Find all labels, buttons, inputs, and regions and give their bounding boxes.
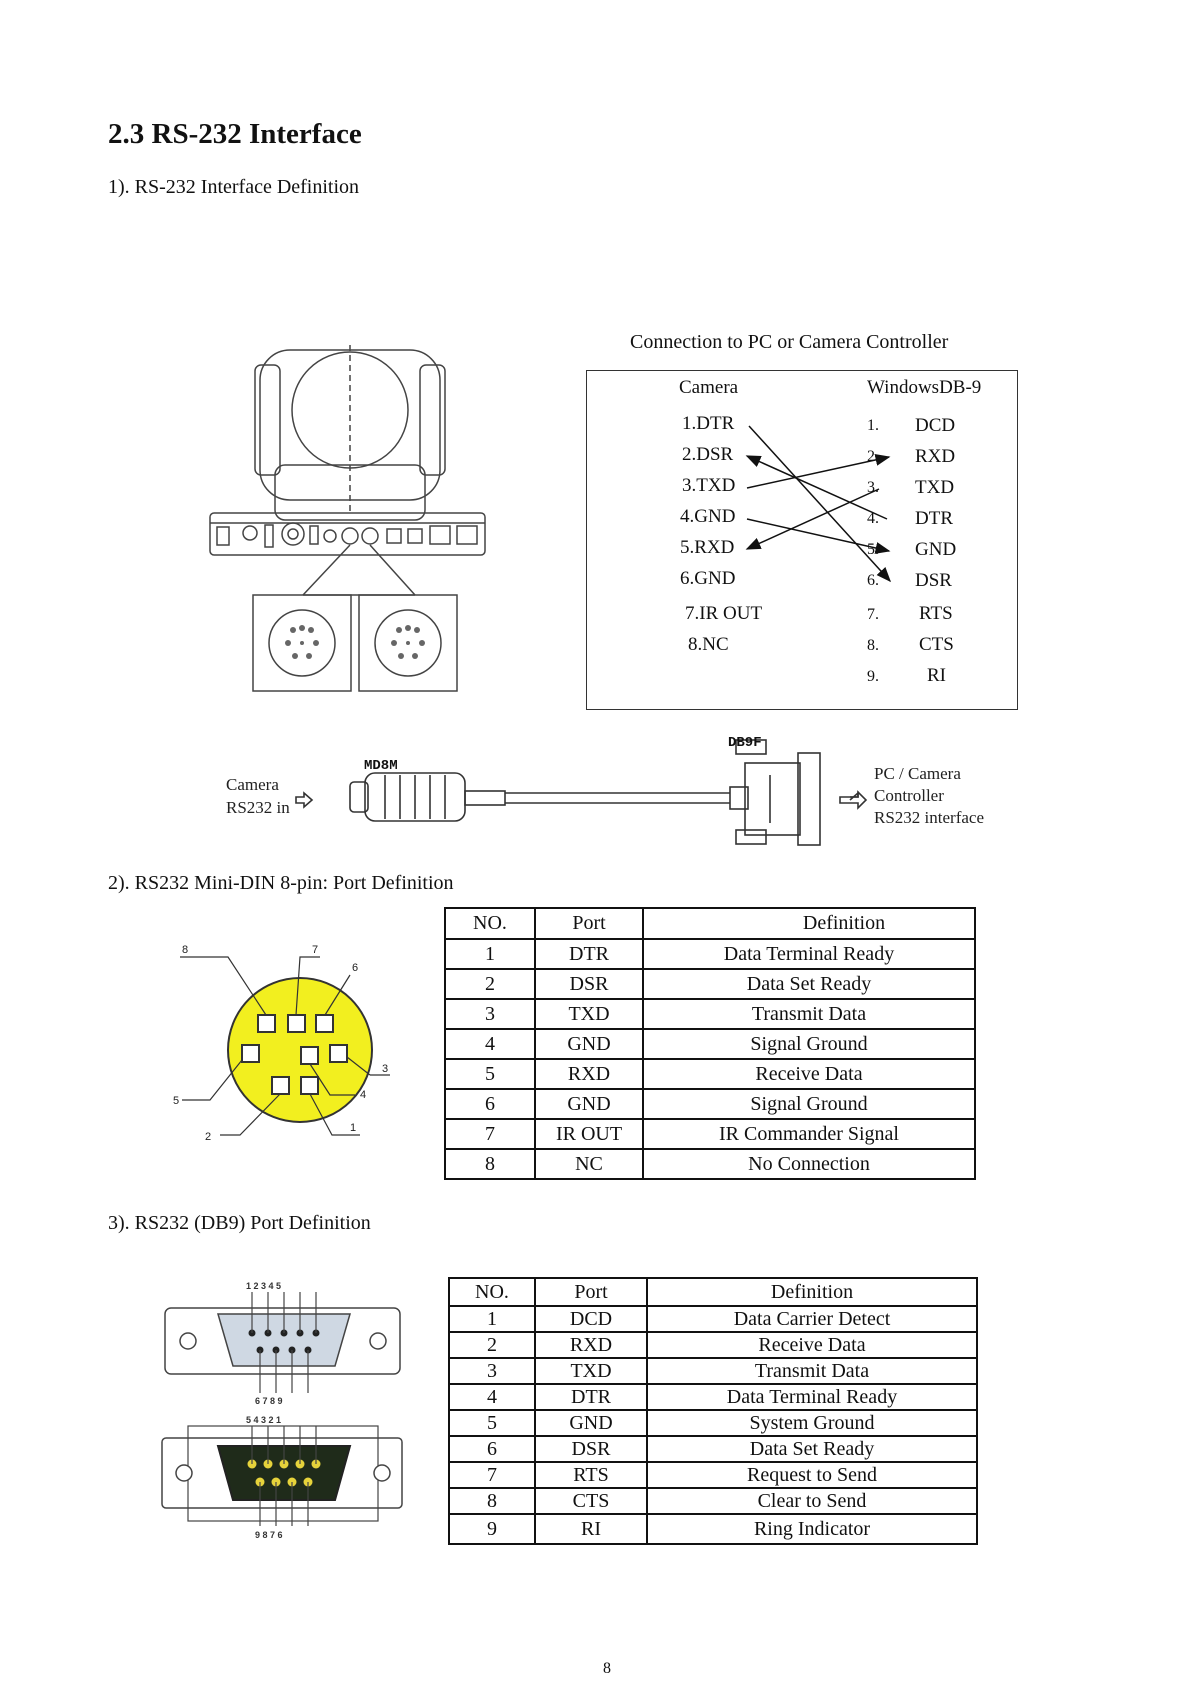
table-cell: GND	[535, 1089, 643, 1119]
table-cell: Data Carrier Detect	[647, 1306, 977, 1332]
camera-label: Camera	[226, 775, 279, 794]
arrow-right-icon	[840, 792, 866, 808]
pin-8	[258, 1015, 275, 1032]
table-cell: TXD	[535, 1358, 647, 1384]
rs232-in-label: RS232 in	[226, 798, 290, 817]
rs232-interface-label: RS232 interface	[874, 808, 984, 827]
table-cell: 2	[445, 969, 535, 999]
pin-1	[301, 1077, 318, 1094]
table-cell: RI	[535, 1514, 647, 1544]
table-cell: DSR	[535, 1436, 647, 1462]
mini-din-port-table	[444, 907, 976, 1180]
table-cell: Request to Send	[647, 1462, 977, 1488]
camera-column-header: Camera	[679, 377, 739, 398]
db9-pin-name: GND	[915, 539, 957, 560]
table-row	[449, 1462, 977, 1488]
table-cell: Ring Indicator	[647, 1514, 977, 1544]
camera-pin: 5.RXD	[680, 537, 735, 558]
table-cell: DSR	[535, 969, 643, 999]
table-row	[445, 1089, 975, 1119]
controller-label: Controller	[874, 786, 944, 805]
wire-txd-to-camera-rxd	[747, 489, 879, 549]
db9-pin-number: 5.	[867, 541, 879, 558]
md8m-label: MD8M	[364, 758, 398, 774]
table-cell: 3	[445, 999, 535, 1029]
pin-2	[272, 1077, 289, 1094]
camera-pin: 8.NC	[688, 634, 729, 655]
table-cell: 6	[449, 1436, 535, 1462]
pin-3	[330, 1045, 347, 1062]
mini-din-pinout-diagram	[170, 935, 430, 1175]
db9-pin-number: 1.	[867, 417, 879, 434]
db9-pin-name: DCD	[915, 415, 956, 436]
table-cell: Transmit Data	[643, 999, 975, 1029]
table-cell: 9	[449, 1514, 535, 1544]
db9-pin-name: RTS	[919, 603, 953, 624]
table-row	[445, 999, 975, 1029]
table-row	[449, 1436, 977, 1462]
table-cell: GND	[535, 1029, 643, 1059]
wire-dtr-to-dsr	[749, 426, 890, 581]
table-row	[445, 939, 975, 969]
db9-connectors-diagram	[160, 1278, 410, 1553]
pin-5	[242, 1045, 259, 1062]
db9-pin-name: CTS	[919, 634, 954, 655]
pin-callout: 3	[382, 1063, 389, 1075]
pin-callout: 7	[312, 944, 319, 956]
db9-pin-name: DTR	[915, 508, 953, 529]
table-cell: Transmit Data	[647, 1358, 977, 1384]
db9-female-bottom-numbers: 6 7 8 9	[255, 1396, 283, 1406]
table-cell: No Connection	[643, 1149, 975, 1179]
db9-pin-name: RXD	[915, 446, 956, 467]
table-cell: Data Set Ready	[647, 1436, 977, 1462]
table-cell: 4	[445, 1029, 535, 1059]
table-cell: TXD	[535, 999, 643, 1029]
table-row	[449, 1358, 977, 1384]
table-cell: NC	[535, 1149, 643, 1179]
table-cell: RTS	[535, 1462, 647, 1488]
table-row	[449, 1306, 977, 1332]
table-cell: DTR	[535, 1384, 647, 1410]
table-row	[445, 1149, 975, 1179]
column-header: Port	[535, 1278, 647, 1306]
column-header: Port	[535, 908, 643, 939]
connection-title: Connection to PC or Camera Controller	[630, 331, 949, 353]
db9f-label: DB9F	[728, 735, 762, 751]
pin-7	[288, 1015, 305, 1032]
db9-pin-number: 3.	[867, 479, 879, 496]
table-cell: Data Terminal Ready	[643, 939, 975, 969]
mini-din-port-b	[362, 528, 378, 544]
table-cell: Signal Ground	[643, 1089, 975, 1119]
wire-dtr-to-dsr-back	[747, 456, 887, 519]
column-header: Definition	[647, 1278, 977, 1306]
db9-pin-number: 6.	[867, 572, 879, 589]
table-cell: 5	[445, 1059, 535, 1089]
table-cell: 3	[449, 1358, 535, 1384]
table-cell: System Ground	[647, 1410, 977, 1436]
table-cell: Data Set Ready	[643, 969, 975, 999]
pin-6	[316, 1015, 333, 1032]
camera-pin: 7.IR OUT	[685, 603, 763, 624]
table-cell: GND	[535, 1410, 647, 1436]
db9-male-top-numbers: 5 4 3 2 1	[246, 1415, 282, 1425]
column-header: NO.	[449, 1278, 535, 1306]
column-header: Definition	[643, 908, 975, 939]
db9-pin-name: TXD	[915, 477, 955, 498]
table-cell: 7	[445, 1119, 535, 1149]
table-cell: Clear to Send	[647, 1488, 977, 1514]
camera-pin: 3.TXD	[682, 475, 736, 496]
db9-pin-number: 4.	[867, 510, 879, 527]
table-cell: Signal Ground	[643, 1029, 975, 1059]
db9-column-header: WindowsDB-9	[867, 377, 982, 398]
table-cell: 1	[445, 939, 535, 969]
table-row	[449, 1488, 977, 1514]
connection-diagram	[586, 370, 1018, 710]
db9-pin-number: 8.	[867, 637, 879, 654]
db9-pin-number: 2.	[867, 448, 879, 465]
table-cell: 4	[449, 1384, 535, 1410]
pin-callout: 1	[350, 1122, 357, 1134]
table-row	[449, 1384, 977, 1410]
table-row	[449, 1332, 977, 1358]
table-cell: DCD	[535, 1306, 647, 1332]
db9-pin-name: RI	[927, 665, 946, 686]
subsection-2-title: 2). RS232 Mini-DIN 8-pin: Port Definition	[108, 872, 454, 894]
table-row	[445, 1059, 975, 1089]
pin-4	[301, 1047, 318, 1064]
table-cell: IR Commander Signal	[643, 1119, 975, 1149]
table-cell: RXD	[535, 1059, 643, 1089]
pin-callout: 5	[173, 1095, 180, 1107]
table-row	[445, 969, 975, 999]
camera-pin: 6.GND	[680, 568, 736, 589]
pc-camera-label: PC / Camera	[874, 764, 961, 783]
table-row	[449, 1410, 977, 1436]
wiring-lines	[587, 371, 1017, 709]
table-row	[449, 1514, 977, 1544]
subsection-3-title: 3). RS232 (DB9) Port Definition	[108, 1212, 371, 1234]
db9-male-bottom-numbers: 9 8 7 6	[255, 1530, 283, 1540]
table-cell: 6	[445, 1089, 535, 1119]
arrow-left-icon	[296, 793, 312, 807]
subsection-1-title: 1). RS-232 Interface Definition	[108, 176, 360, 198]
table-cell: DTR	[535, 939, 643, 969]
pin-callout: 8	[182, 944, 189, 956]
table-row	[445, 1029, 975, 1059]
table-cell: Data Terminal Ready	[647, 1384, 977, 1410]
table-cell: Receive Data	[643, 1059, 975, 1089]
mini-din-port-a	[342, 528, 358, 544]
table-cell: Receive Data	[647, 1332, 977, 1358]
page-number: 8	[603, 1660, 611, 1677]
db9-port-table	[448, 1277, 978, 1545]
camera-pin: 4.GND	[680, 506, 736, 527]
table-cell: 2	[449, 1332, 535, 1358]
camera-pin: 1.DTR	[682, 413, 735, 434]
section-heading: 2.3 RS-232 Interface	[108, 118, 362, 150]
wire-gnd-to-gnd	[747, 519, 889, 551]
db9-pin-name: DSR	[915, 570, 952, 591]
db9-pin-number: 7.	[867, 606, 879, 623]
wire-txd-to-rxd	[747, 457, 889, 488]
pin-callout: 2	[205, 1131, 212, 1143]
table-cell: RXD	[535, 1332, 647, 1358]
table-cell: CTS	[535, 1488, 647, 1514]
camera-illustration	[205, 345, 505, 705]
table-cell: 7	[449, 1462, 535, 1488]
column-header: NO.	[445, 908, 535, 939]
table-cell: 5	[449, 1410, 535, 1436]
db9-female-top-numbers: 1 2 3 4 5	[246, 1281, 282, 1291]
table-cell: 8	[449, 1488, 535, 1514]
db9-pin-number: 9.	[867, 668, 879, 685]
table-cell: 8	[445, 1149, 535, 1179]
table-cell: IR OUT	[535, 1119, 643, 1149]
table-row	[445, 1119, 975, 1149]
table-cell: 1	[449, 1306, 535, 1332]
pin-callout: 6	[352, 962, 359, 974]
db9f-connector	[745, 763, 800, 835]
camera-pin: 2.DSR	[682, 444, 734, 465]
pin-callout: 4	[360, 1089, 367, 1101]
